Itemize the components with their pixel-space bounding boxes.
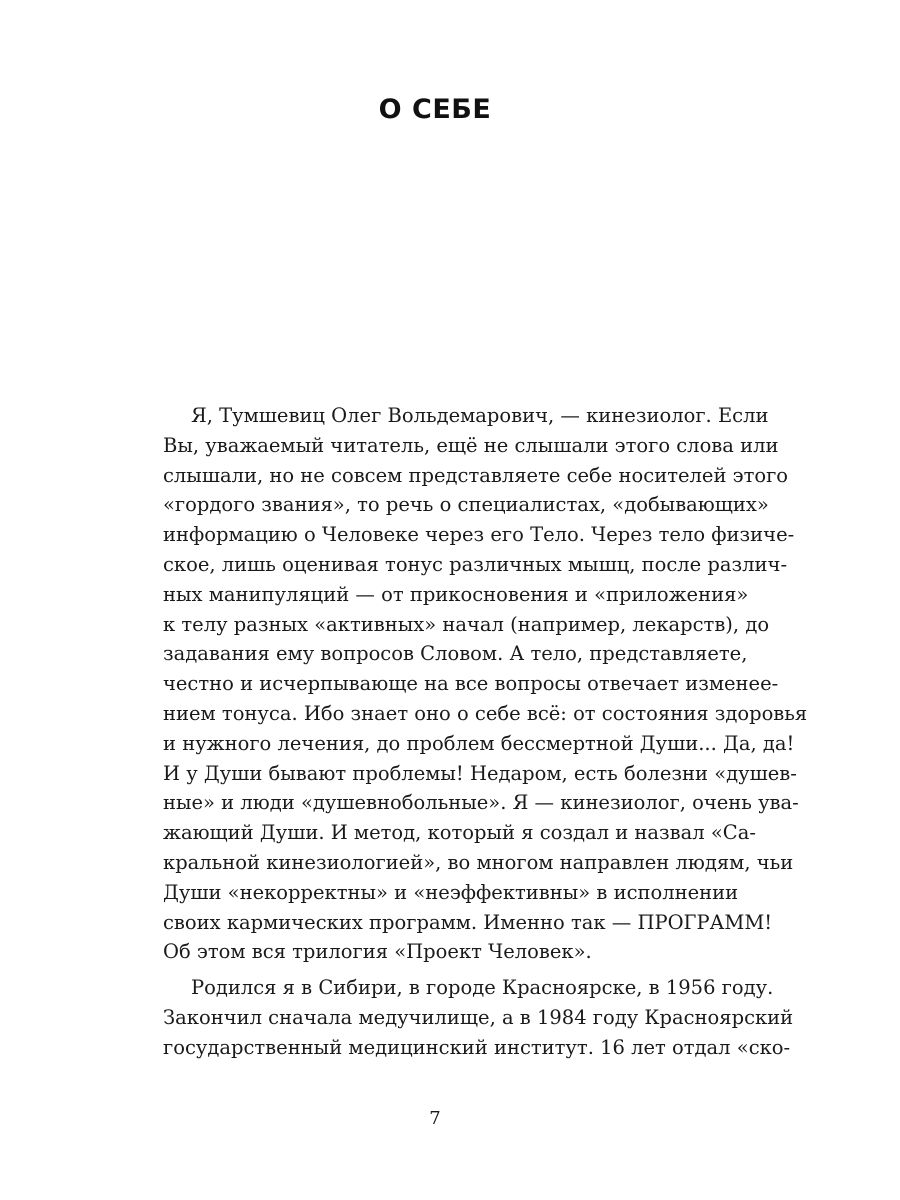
text-line: слышали, но не совсем представляете себе носителей этого bbox=[163, 463, 789, 487]
text-line: и нужного лечения, до проблем бессмертной Души... Да, да! bbox=[163, 731, 795, 755]
text-line: Души «некорректны» и «неэффективны» в исполнении bbox=[163, 880, 739, 904]
text-line: ных манипуляций — от прикосновения и «приложения» bbox=[163, 582, 749, 606]
text-line: ные» и люди «душевнобольные». Я — кинезиолог, очень ува- bbox=[163, 791, 799, 815]
text-line: И у Души бывают проблемы! Недаром, есть болезни «душев- bbox=[163, 761, 797, 785]
text-line: жающий Души. И метод, который я создал и назвал «Са- bbox=[163, 821, 756, 845]
page-number: 7 bbox=[429, 1108, 441, 1129]
text-line: Закончил сначала медучилище, а в 1984 году Красноярский bbox=[163, 1005, 794, 1029]
text-line: государственный медицинский институт. 16 лет отдал «ско- bbox=[163, 1035, 791, 1059]
text-line: Родился я в Сибири, в городе Красноярске, в 1956 году. bbox=[191, 976, 774, 1000]
chapter-title: О СЕБЕ bbox=[378, 94, 492, 125]
text-line: информацию о Человеке через его Тело. Через тело физиче- bbox=[163, 523, 795, 547]
text-line: своих кармических программ. Именно так — ПРОГРАММ! bbox=[163, 910, 773, 934]
paragraph-biography bbox=[135, 973, 794, 1062]
text-line: кральной кинезиологией», во многом направлен людям, чьи bbox=[163, 850, 794, 874]
text-line: нием тонуса. Ибо знает оно о себе всё: от состояния здоровья bbox=[163, 701, 808, 725]
paragraph-intro bbox=[135, 401, 808, 967]
text-line: «гордого звания», то речь о специалистах, «добывающих» bbox=[163, 493, 769, 517]
text-line: Я, Тумшевиц Олег Вольдемарович, — кинезиолог. Если bbox=[191, 404, 769, 427]
text-line: к телу разных «активных» начал (например, лекарств), до bbox=[163, 612, 770, 636]
text-line: ское, лишь оценивая тонус различных мышц, после различ- bbox=[163, 552, 788, 576]
text-line: Вы, уважаемый читатель, ещё не слышали этого слова или bbox=[163, 433, 779, 457]
text-line: Об этом вся трилогия «Проект Человек». bbox=[163, 940, 592, 964]
text-line: честно и исчерпывающе на все вопросы отвечает изменее- bbox=[163, 672, 779, 696]
body-text bbox=[135, 401, 808, 1063]
text-line: задавания ему вопросов Словом. А тело, представляете, bbox=[163, 642, 748, 666]
